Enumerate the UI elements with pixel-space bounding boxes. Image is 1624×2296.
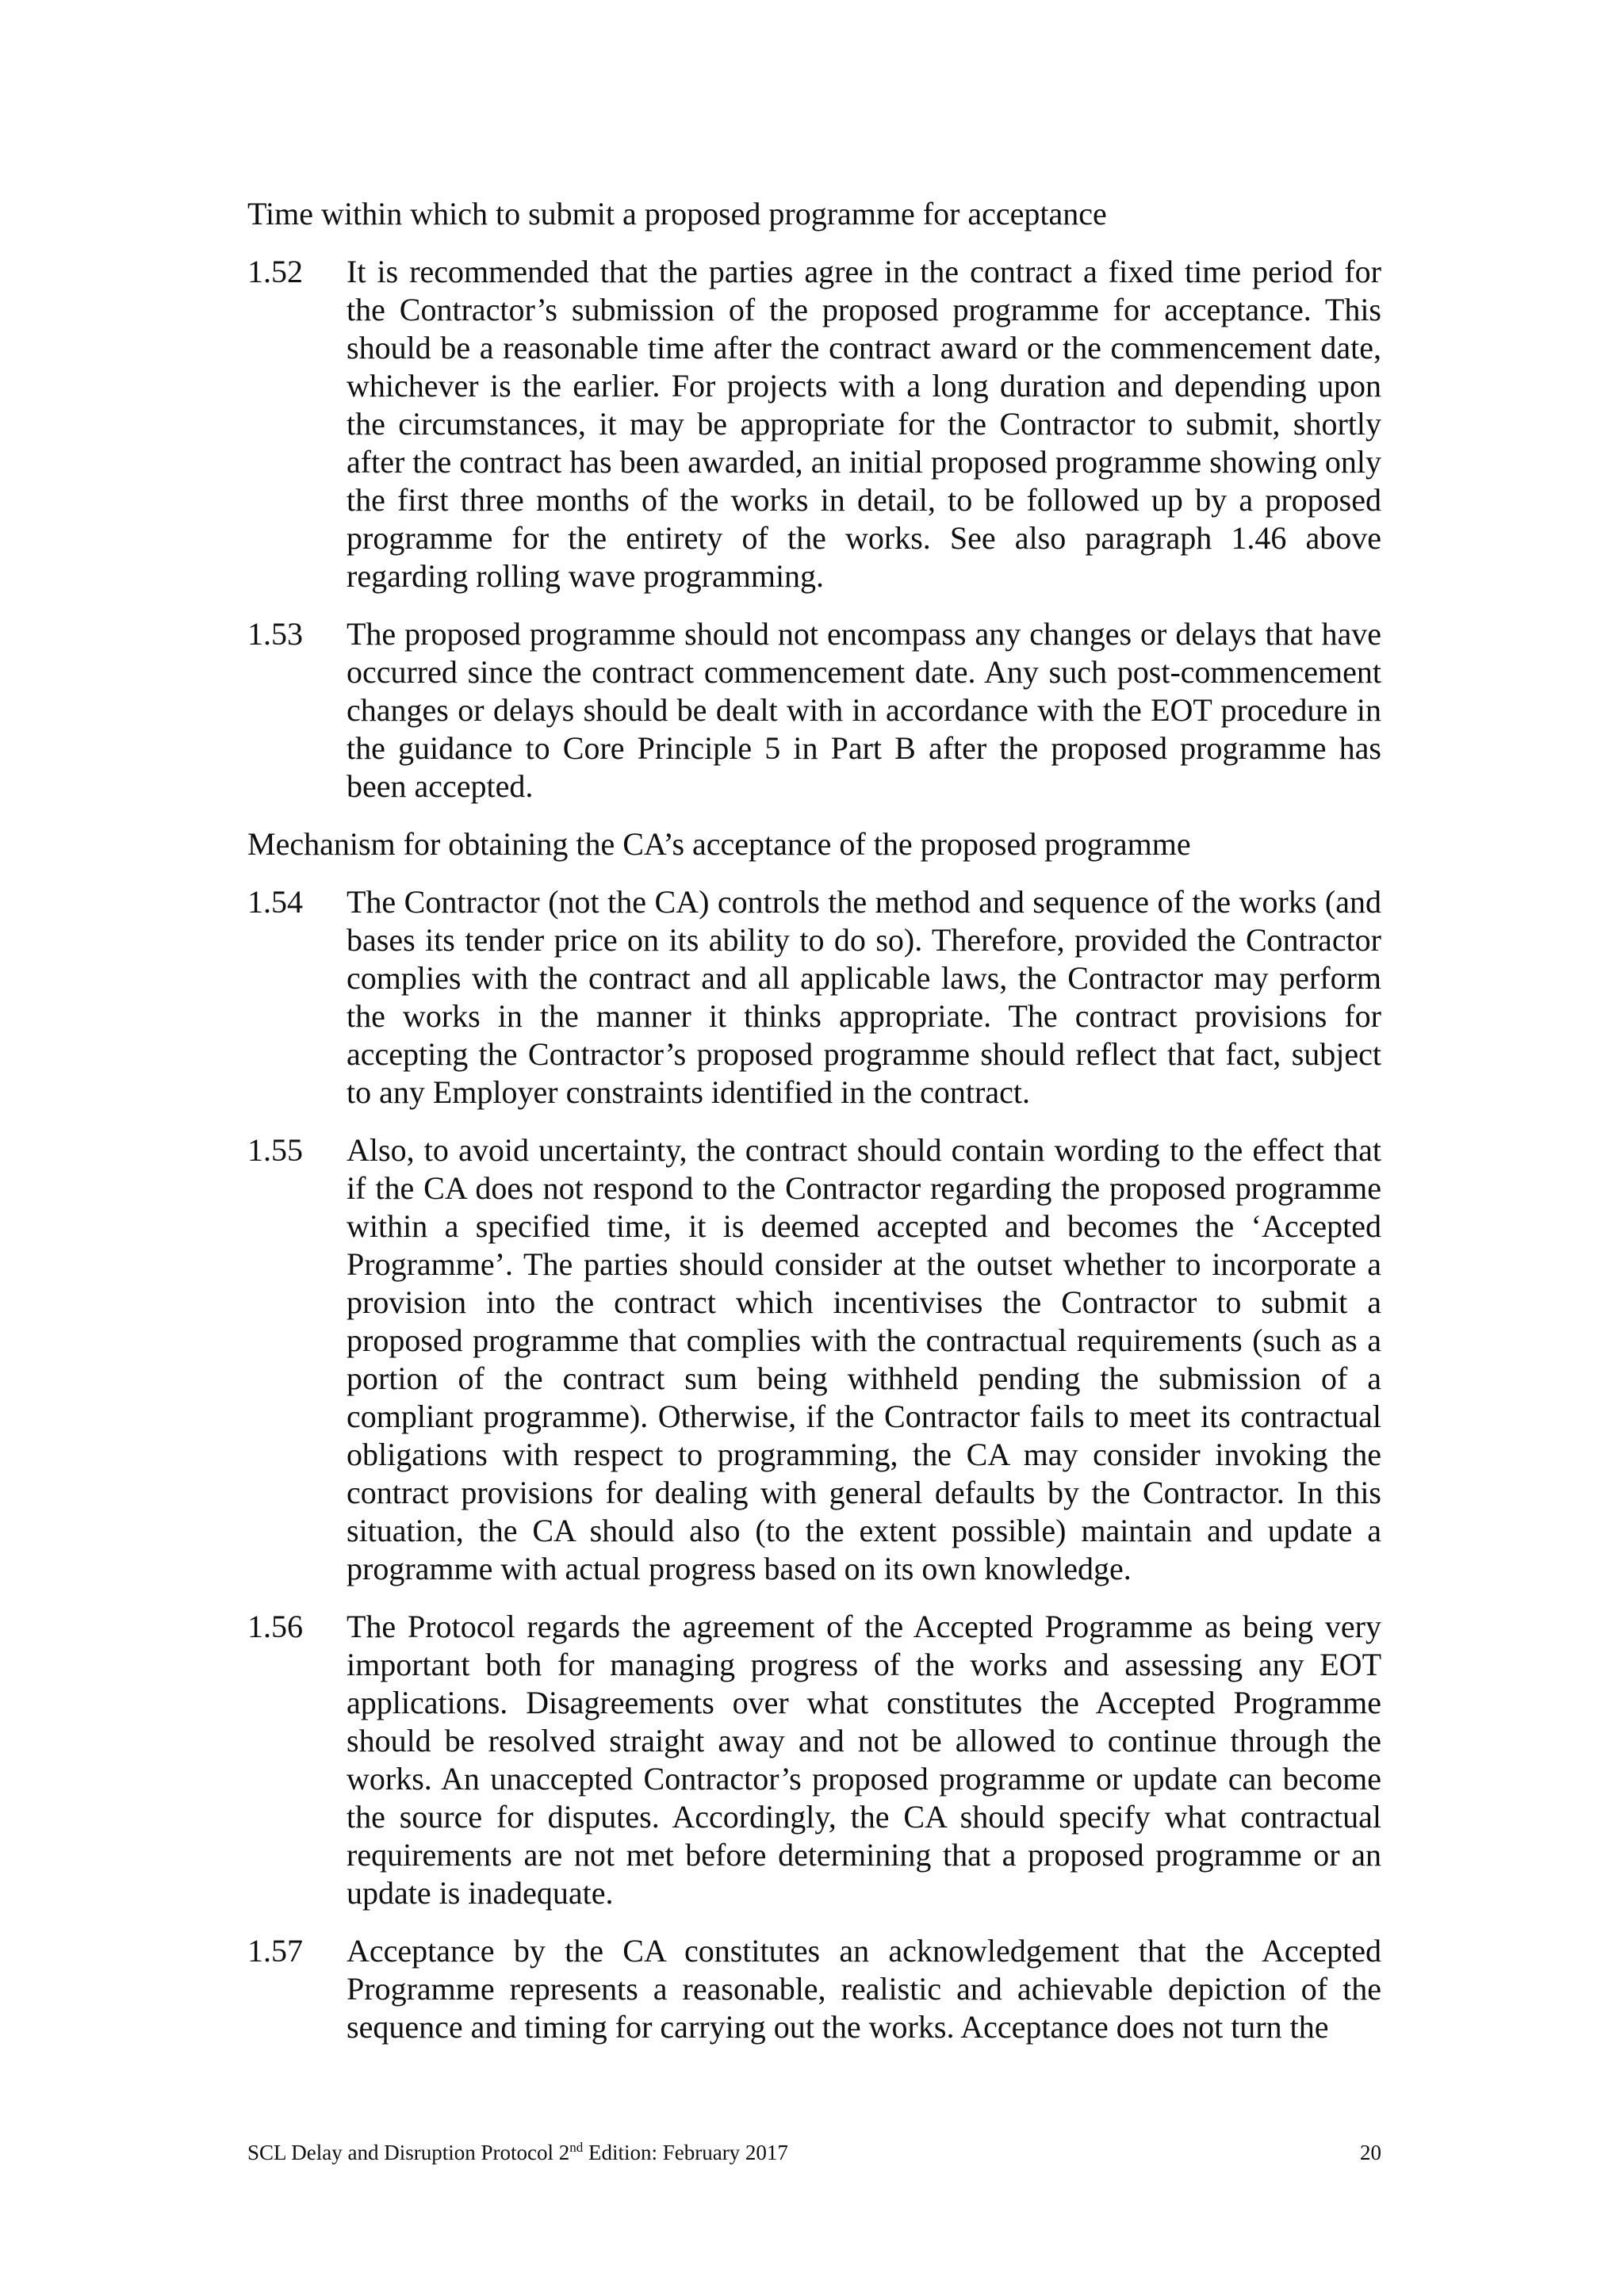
page-footer [247, 2139, 1381, 2166]
paragraph-1-54 [247, 883, 1381, 1112]
paragraph-number: 1.54 [247, 884, 303, 920]
page-number: 20 [1360, 2141, 1381, 2164]
footer-title-main: SCL Delay and Disruption Protocol 2 [247, 2141, 570, 2164]
paragraph-text: The Contractor (not the CA) controls the method and sequence of the works (and bases its tender price on its ability to do so). Therefore, provided the Contractor complies with the contract and all applicable laws, the Contractor may perform the works in the manner it thinks appropriate. The contract provisions for accepting the Contractor’s proposed programme should reflect that fact, subject to any Employer constraints identified in the contract. [347, 884, 1381, 1110]
paragraph-number: 1.57 [247, 1933, 303, 1969]
paragraph-1-57 [247, 1932, 1381, 2046]
paragraph-1-53 [247, 615, 1381, 806]
paragraph-1-56 [247, 1608, 1381, 1912]
paragraph-number: 1.55 [247, 1132, 303, 1168]
paragraph-number: 1.53 [247, 616, 303, 652]
paragraph-1-52 [247, 253, 1381, 595]
footer-document-title [247, 2139, 788, 2166]
paragraph-text: The Protocol regards the agreement of the Accepted Programme as being very important both for managing progress of the works and assessing any EOT applications. Disagreements over what constitutes the Accepted Programme should be resolved straight away and not be allowed to continue through the works. An unaccepted Contractor’s proposed programme or update can become the source for disputes. Accordingly, the CA should specify what contractual requirements are not met before determining that a proposed programme or an update is inadequate. [347, 1609, 1381, 1911]
paragraph-text: Also, to avoid uncertainty, the contract should contain wording to the effect that if the CA does not respond to the Contractor regarding the proposed programme within a specified time, it is deemed accepted and becomes the ‘Accepted Programme’. The parties should consider at the outset whether to incorporate a provision into the contract which incentivises the Contractor to submit a proposed programme that complies with the contractual requirements (such as a portion of the contract sum being withheld pending the submission of a compliant programme). Otherwise, if the Contractor fails to meet its contractual obligations with respect to programming, the CA may consider invoking the contract provisions for dealing with general defaults by the Contractor. In this situation, the CA should also (to the extent possible) maintain and update a programme with actual progress based on its own knowledge. [347, 1132, 1381, 1586]
section-heading-acceptance-mechanism: Mechanism for obtaining the CA’s acceptance of the proposed programme [247, 826, 1191, 862]
document-body [247, 195, 1381, 2066]
paragraph-1-55 [247, 1131, 1381, 1588]
footer-title-superscript: nd [569, 2140, 584, 2155]
paragraph-number: 1.52 [247, 254, 303, 289]
paragraph-text: It is recommended that the parties agree in the contract a fixed time period for the Contractor’s submission of the proposed programme for acceptance. This should be a reasonable time after the contract award or the commencement date, whichever is the earlier. For projects with a long duration and depending upon the circumstances, it may be appropriate for the Contractor to submit, shortly after the contract has been awarded, an initial proposed programme showing only the first three months of the works in detail, to be followed up by a proposed programme for the entirety of the works. See also paragraph 1.46 above regarding rolling wave programming. [347, 254, 1381, 594]
paragraph-text: Acceptance by the CA constitutes an acknowledgement that the Accepted Programme represents a reasonable, realistic and achievable depiction of the sequence and timing for carrying out the works. Acceptance does not turn the [347, 1933, 1381, 2045]
footer-title-edition: Edition: February 2017 [583, 2141, 788, 2164]
section-heading-submission-time: Time within which to submit a proposed programme for acceptance [247, 196, 1107, 232]
paragraph-text: The proposed programme should not encompass any changes or delays that have occurred since the contract commencement date. Any such post-commencement changes or delays should be dealt with in accordance with the EOT procedure in the guidance to Core Principle 5 in Part B after the proposed programme has been accepted. [347, 616, 1381, 804]
paragraph-number: 1.56 [247, 1609, 303, 1644]
